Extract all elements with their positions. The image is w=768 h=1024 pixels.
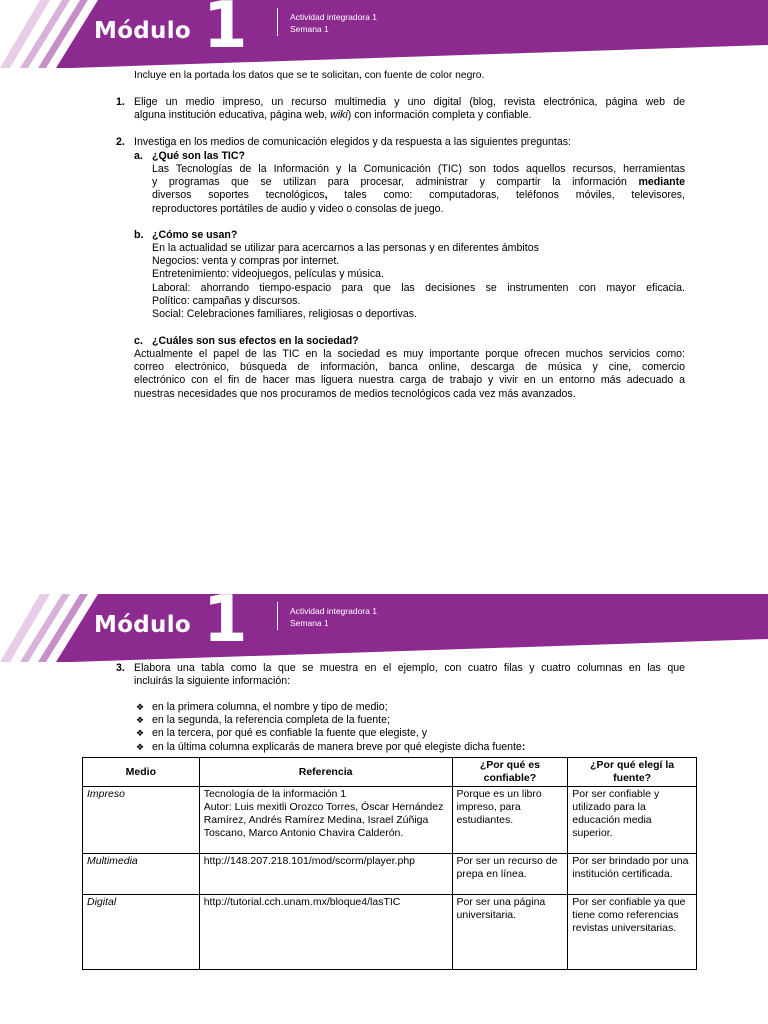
- item-2b-label: b.: [134, 229, 144, 241]
- item-2-text: Investiga en los medios de comunicación elegidos y da respuesta a las siguientes preguntas:: [134, 136, 571, 148]
- diamond-bullet-icon: ❖: [135, 715, 145, 726]
- cell-confiable: Por ser un recurso de prepa en línea.: [452, 854, 568, 895]
- item-3-text: Elabora una tabla como la que se muestra en el ejemplo, con cuatro filas y cuatro columnas en las que incluirás la siguiente información:: [134, 662, 685, 688]
- item-1-number: 1.: [116, 96, 125, 108]
- banner-divider: [277, 8, 278, 36]
- module-banner-2: [0, 594, 768, 662]
- module-label: Módulo: [94, 612, 192, 638]
- item-1-line2: alguna institución educativa, página web, wiki) con información completa y confiable.: [134, 109, 532, 122]
- table-row: [83, 854, 697, 895]
- question-a: ¿Qué son las TIC?: [152, 150, 246, 162]
- item-2c-label: c.: [134, 335, 143, 347]
- cell-eleccion: Por ser confiable ya que tiene como referencias revistas universitarias.: [568, 895, 697, 970]
- activity-week: Semana 1: [290, 618, 329, 628]
- item-2-number: 2.: [116, 136, 125, 148]
- sources-table: [82, 757, 697, 970]
- module-label: Módulo: [94, 18, 192, 44]
- banner-divider: [277, 602, 278, 630]
- item-3-number: 3.: [116, 662, 125, 674]
- header-eleccion: ¿Por qué elegí la fuente?: [568, 758, 697, 787]
- header-medio: Medio: [83, 758, 200, 787]
- cell-eleccion: Por ser confiable y utilizado para la educación media superior.: [568, 787, 697, 854]
- item-1-text: [134, 96, 685, 122]
- activity-info: [290, 605, 377, 629]
- activity-title: Actividad integradora 1: [290, 606, 377, 616]
- table-row: [83, 787, 697, 854]
- item-1-line1: Elige un medio impreso, un recurso multimedia y uno digital (blog, revista electrónica, página web de: [134, 96, 685, 108]
- cell-medio: Digital: [83, 895, 200, 970]
- module-banner: [0, 0, 768, 68]
- module-number: 1: [203, 594, 248, 657]
- question-b: ¿Cómo se usan?: [152, 229, 238, 241]
- bullet-item: ❖ en la última columna explicarás de manera breve por qué elegiste dicha fuente:: [135, 740, 526, 753]
- table-header-row: [83, 758, 697, 787]
- instruction-bullets: [134, 701, 525, 754]
- cell-eleccion: Por ser brindado por una institución certificada.: [568, 854, 697, 895]
- question-c: ¿Cuáles son sus efectos en la sociedad?: [152, 335, 359, 347]
- diamond-bullet-icon: ❖: [135, 702, 145, 712]
- diamond-bullet-icon: ❖: [135, 741, 145, 752]
- bullet-item: ❖ en la tercera, por qué es confiable la fuente que elegiste, y: [135, 727, 428, 740]
- diamond-bullet-icon: ❖: [135, 728, 145, 739]
- cell-medio: Impreso: [83, 787, 200, 854]
- activity-week: Semana 1: [290, 24, 329, 34]
- answer-a: Las Tecnologías de la Información y la Comunicación (TIC) son todos aquellos recursos, herramientas y programas que se utilizan para procesar, administrar y compartir la información mediante diversos soportes tecnológicos, tales como: computadoras, teléfonos móviles, televisores, reproductores portátiles de audio y video o consolas de juego.: [152, 163, 686, 215]
- cell-confiable: Porque es un libro impreso, para estudiantes.: [452, 787, 568, 854]
- item-2a-label: a.: [134, 150, 143, 162]
- answer-c: Actualmente el papel de las TIC en la sociedad es muy importante porque ofrecen muchos servicios como: correo electrónico, búsqueda de información, banca online, descarga de música y cine, comercio electrónico con el fin de hacer mas liguera nuestra carga de trabajo y vivir en un entorno más adecuado a nuestras necesidades que nos procuramos de medios tecnológicos cada vez más avanzados.: [134, 348, 685, 400]
- header-confiable: ¿Por qué es confiable?: [452, 758, 568, 787]
- bullet-item: ❖ en la segunda, la referencia completa de la fuente;: [135, 714, 390, 727]
- cell-referencia: http://tutorial.cch.unam.mx/bloque4/lasTIC: [199, 895, 452, 970]
- cell-medio: Multimedia: [83, 854, 200, 895]
- table-row: [83, 895, 697, 970]
- activity-title: Actividad integradora 1: [290, 12, 377, 22]
- bullet-item: ❖ en la primera columna, el nombre y tipo de medio;: [135, 701, 388, 713]
- activity-info: [290, 11, 377, 35]
- header-referencia: Referencia: [199, 758, 452, 787]
- intro-text: Incluye en la portada los datos que se te solicitan, con fuente de color negro.: [134, 70, 485, 81]
- module-number: 1: [203, 0, 248, 63]
- cell-confiable: Por ser una página universitaria.: [452, 895, 568, 970]
- answer-b: En la actualidad se utilizar para acercarnos a las personas y en diferentes ámbitos Negocios: venta y compras por internet. Entretenimiento: videojuegos, películas y música. Laboral: ahorrando tiempo-espacio para que las decisiones se instrumenten con mayor eficacia. Político: campañas y discursos. Social: Celebraciones familiares, religiosas o deportivas.: [152, 242, 685, 321]
- cell-referencia: http://148.207.218.101/mod/scorm/player.php: [199, 854, 452, 895]
- cell-referencia: Tecnología de la información 1 Autor: Luis mexitli Orozco Torres, Óscar Hernández Ramírez, Andrés Ramírez Medina, Israel Zúñiga Toscano, Marco Antonio Chavira Calderón.: [199, 787, 452, 854]
